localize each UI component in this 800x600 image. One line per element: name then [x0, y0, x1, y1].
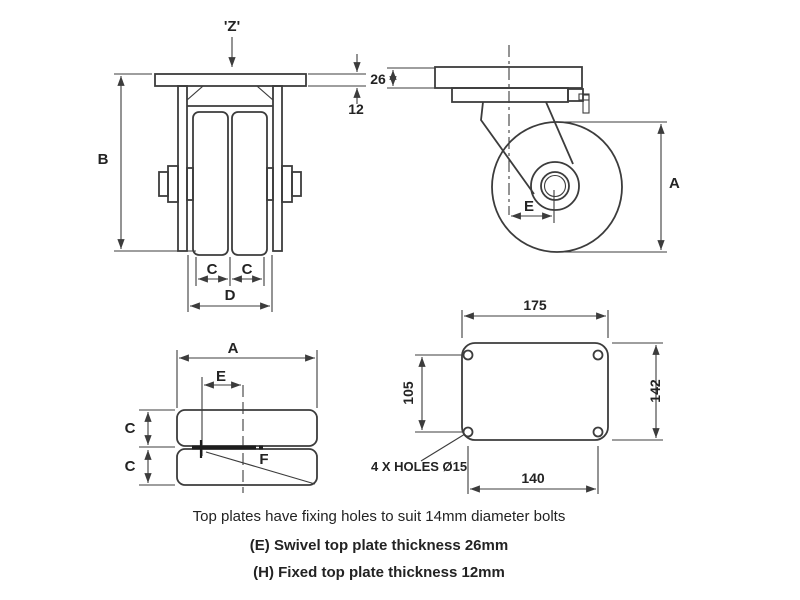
dim-label-e: E [523, 198, 535, 215]
dim-label-175: 175 [523, 297, 547, 313]
holes-note-label: 4 X HOLES Ø15 [371, 459, 468, 474]
dim-label-c1-plan: C [124, 420, 136, 437]
swivel-axis-label: 'Z' [223, 18, 241, 35]
axle-end [259, 446, 263, 450]
dim-label-d: D [224, 287, 236, 304]
dim-label-c1: C [206, 261, 218, 278]
note-fixed-thickness: (H) Fixed top plate thickness 12mm [253, 564, 505, 581]
dim-label-e-plan: E [215, 368, 227, 385]
dim-label-f: F [259, 451, 269, 468]
dim-label-105: 105 [400, 381, 416, 405]
dim-label-c2-plan: C [124, 458, 136, 475]
dim-label-a-plan: A [227, 340, 239, 357]
dim-label-a: A [669, 175, 680, 192]
dim-label-140: 140 [521, 470, 545, 486]
dim-label-12: 12 [348, 101, 364, 117]
note-swivel-thickness: (E) Swivel top plate thickness 26mm [249, 537, 509, 554]
dim-label-26: 26 [370, 71, 386, 87]
note-fixing-holes: Top plates have fixing holes to suit 14mm diameter bolts [192, 508, 566, 525]
dim-label-c2: C [241, 261, 253, 278]
dim-label-142: 142 [647, 379, 663, 403]
dim-label-b: B [97, 151, 109, 168]
